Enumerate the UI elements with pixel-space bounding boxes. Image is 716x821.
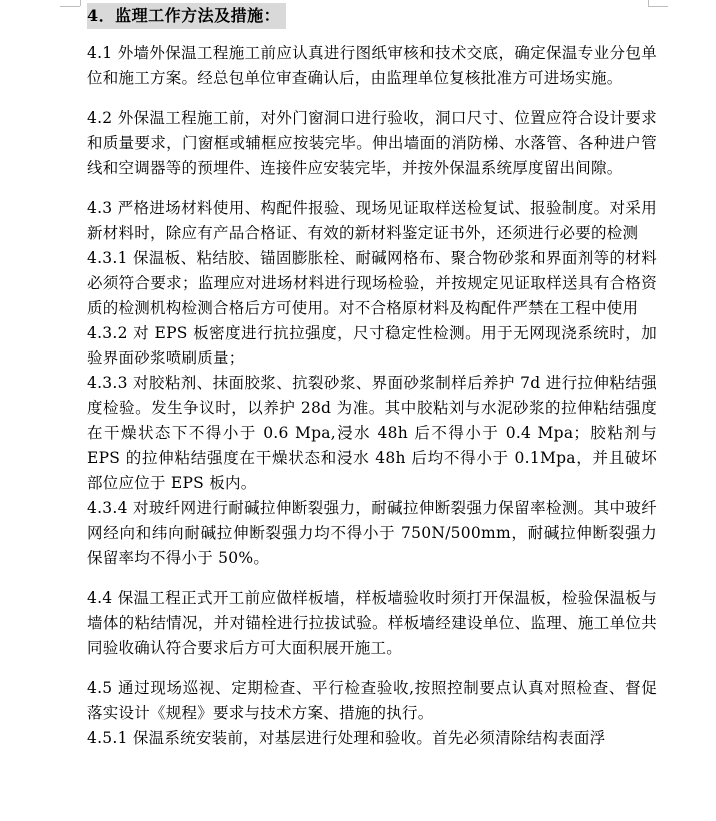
paragraph-4-4: 4.4 保温工程正式开工前应做样板墙，样板墙验收时须打开保温板，检验保温板与墙体的粘结情况，并对锚栓进行拉拔试验。样板墙经建设单位、监理、施工单位共同验收确认符合要求后方可大面积展开施工。: [87, 589, 657, 657]
paragraph-4-3-2: 4.3.2 对 EPS 板密度进行抗拉强度，尺寸稳定性检测。用于无网现浇系统时，加验界面砂浆喷刷质量；: [87, 324, 657, 367]
paragraph-4-5-1: 4.5.1 保温系统安装前，对基层进行处理和验收。首先必须清除结构表面浮: [87, 729, 606, 747]
paragraph-4-1: 4.1 外墙外保温工程施工前应认真进行图纸审核和技术交底，确定保温专业分包单位和施工方案。经总包单位审查确认后，由监理单位复核批准方可进场实施。: [87, 44, 657, 87]
paragraph-4-3-1: 4.3.1 保温板、粘结胶、锚固膨胀栓、耐碱网格布、聚合物砂浆和界面剂等的材料必须符合要求；监理应对进场材料进行现场检验，并按规定见证取样送具有合格资质的检测机构检测合格后方可使用。对不合格原材料及构配件严禁在工程中使用: [87, 249, 657, 317]
section-heading: 4．监理工作方法及措施：: [87, 3, 286, 29]
document-body: [87, 3, 657, 751]
paragraph-4-2: 4.2 外保温工程施工前，对外门窗洞口进行验收，洞口尺寸、位置应符合设计要求和质量要求，门窗框或辅框应按装完毕。伸出墙面的消防梯、水落管、各种进户管线和空调器等的预埋件、连接件应安装完毕，并按外保温系统厚度留出间隙。: [87, 109, 657, 177]
paragraph-4-3: 4.3 严格进场材料使用、构配件报验、现场见证取样送检复试、报验制度。对采用新材料时，除应有产品合格证、有效的新材料鉴定证书外，还须进行必要的检测: [87, 199, 657, 242]
paragraph-4-5: 4.5 通过现场巡视、定期检查、平行检查验收,按照控制要点认真对照检查、督促落实设计《规程》要求与技术方案、措施的执行。: [87, 679, 657, 722]
page-corner-mark-left: [80, 0, 81, 6]
paragraph-4-3-3: 4.3.3 对胶粘剂、抹面胶浆、抗裂砂浆、界面砂浆制样后养护 7d 进行拉伸粘结强度检验。发生争议时，以养护 28d 为准。其中胶粘刘与水泥砂浆的拉伸粘结强度在干燥状态下不得小于 0.6 Mpa,浸水 48h 后不得小于 0.4 Mpa；胶粘剂与 EPS 的拉伸粘结强度在干燥状态和浸水 48h 后均不得小于 0.1Mpa，并且破坏部位应位于 EPS 板内。: [87, 374, 657, 492]
paragraph-4-3-4: 4.3.4 对玻纤网进行耐碱拉伸断裂强力，耐碱拉伸断裂强力保留率检测。其中玻纤网经向和纬向耐碱拉伸断裂强力均不得小于 750N/500mm，耐碱拉伸断裂强力保留率均不得小于 50%。: [87, 499, 657, 567]
page-corner-mark-left-h: [60, 6, 80, 7]
